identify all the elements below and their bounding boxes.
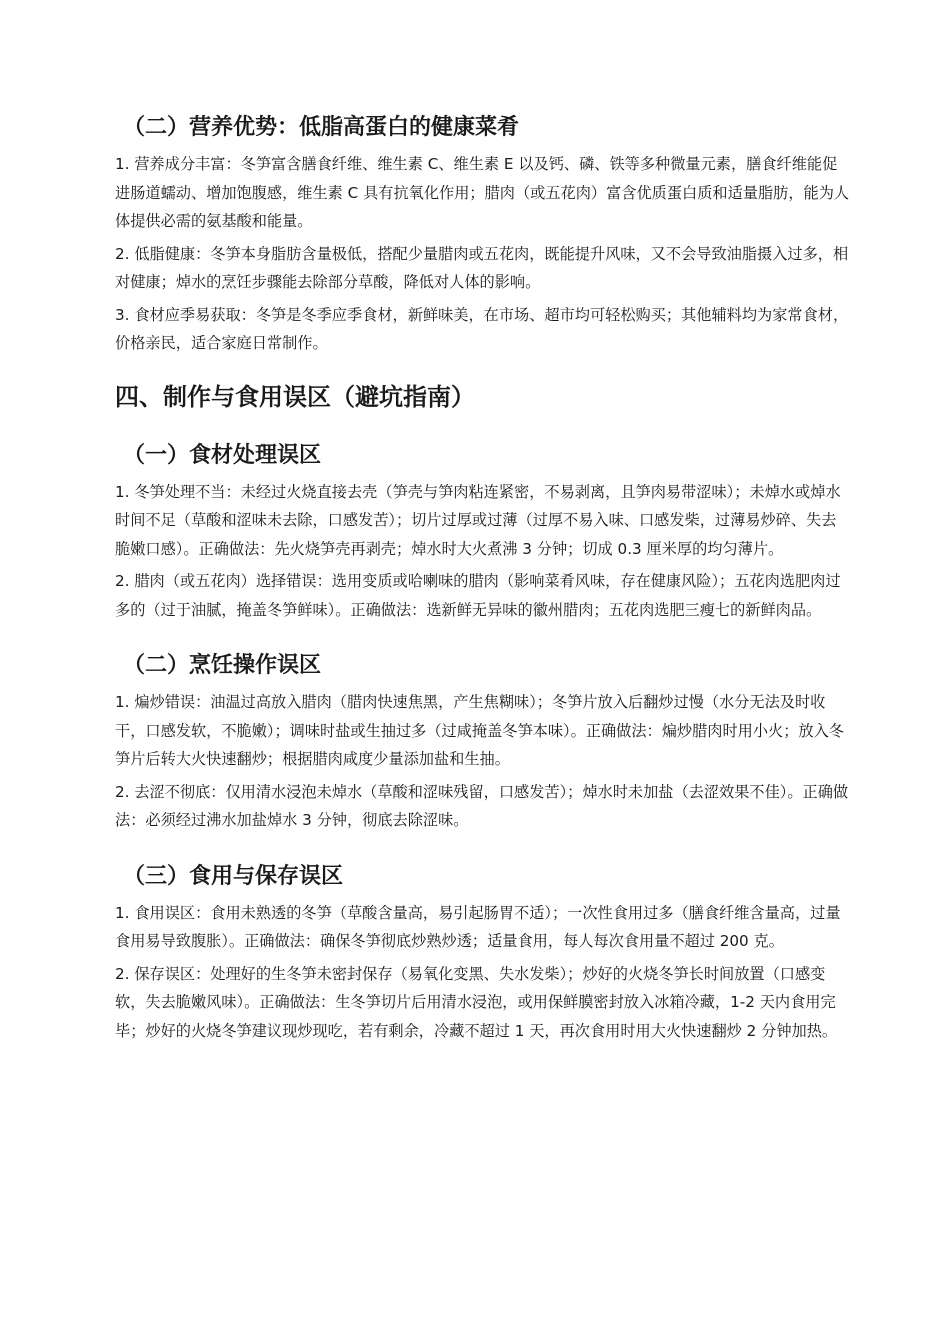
section-heading-nutrition: （二）营养优势：低脂高蛋白的健康菜肴 (123, 115, 520, 140)
section-heading-cooking-mistakes: （二）烹饪操作误区 (123, 653, 322, 678)
paragraph: 1. 营养成分丰富：冬笋富含膳食纤维、维生素 C、维生素 E 以及钙、磷、铁等多种微量元素，膳食纤维能促进肠道蠕动、增加饱腹感，维生素 C 具有抗氧化作用；腊肉（或五花肉）富含优质蛋白质和适量脂肪，能为人体提供必需的氨基酸和能量。 (115, 155, 850, 230)
document-body (115, 112, 850, 1045)
paragraph: 2. 低脂健康：冬笋本身脂肪含量极低，搭配少量腊肉或五花肉，既能提升风味，又不会导致油脂摄入过多，相对健康；焯水的烹饪步骤能去除部分草酸，降低对人体的影响。 (115, 244, 849, 291)
paragraph: 2. 腊肉（或五花肉）选择错误：选用变质或哈喇味的腊肉（影响菜肴风味，存在健康风险）；五花肉选肥肉过多的（过于油腻，掩盖冬笋鲜味）。正确做法：选新鲜无异味的徽州腊肉；五花肉选肥三瘦七的新鲜肉品。 (115, 572, 841, 619)
paragraph: 1. 煸炒错误：油温过高放入腊肉（腊肉快速焦黑，产生焦糊味）；冬笋片放入后翻炒过慢（水分无法及时收干，口感发软，不脆嫩）；调味时盐或生抽过多（过咸掩盖冬笋本味）。正确做法：煸炒腊肉时用小火；放入冬笋片后转大火快速翻炒；根据腊肉咸度少量添加盐和生抽。 (115, 693, 844, 768)
section-heading-eating-storage-mistakes: （三）食用与保存误区 (123, 863, 344, 889)
chapter-heading: 四、制作与食用误区（避坑指南） (115, 382, 475, 411)
paragraph: 2. 去涩不彻底：仅用清水浸泡未焯水（草酸和涩味残留，口感发苦）；焯水时未加盐（去涩效果不佳）。正确做法：必须经过沸水加盐焯水 3 分钟，彻底去除涩味。 (115, 782, 849, 829)
section-heading-ingredient-mistakes: （一）食材处理误区 (123, 442, 322, 468)
paragraph: 3. 食材应季易获取：冬笋是冬季应季食材，新鲜味美，在市场、超市均可轻松购买；其他辅料均为家常食材，价格亲民，适合家庭日常制作。 (115, 305, 849, 352)
paragraph: 1. 冬笋处理不当：未经过火烧直接去壳（笋壳与笋肉粘连紧密，不易剥离，且笋肉易带涩味）；未焯水或焯水时间不足（草酸和涩味未去除，口感发苦）；切片过厚或过薄（过厚不易入味、口感发柴，过薄易炒碎、失去脆嫩口感）。正确做法：先火烧笋壳再剥壳；焯水时大火煮沸 3 分钟；切成 0.3 厘米厚的均匀薄片。 (115, 482, 841, 558)
paragraph: 2. 保存误区：处理好的生冬笋未密封保存（易氧化变黑、失水发柴）；炒好的火烧冬笋长时间放置（口感变软，失去脆嫩风味）。正确做法：生冬笋切片后用清水浸泡，或用保鲜膜密封放入冰箱冷藏，1-2 天内食用完毕；炒好的火烧冬笋建议现炒现吃，若有剩余，冷藏不超过 1 天，再次食用时用大火快速翻炒 2 分钟加热。 (115, 964, 838, 1040)
paragraph: 1. 食用误区：食用未熟透的冬笋（草酸含量高，易引起肠胃不适）；一次性食用过多（膳食纤维含量高，过量食用易导致腹胀）。正确做法：确保冬笋彻底炒熟炒透；适量食用，每人每次食用量不超过 200 克。 (115, 903, 841, 950)
